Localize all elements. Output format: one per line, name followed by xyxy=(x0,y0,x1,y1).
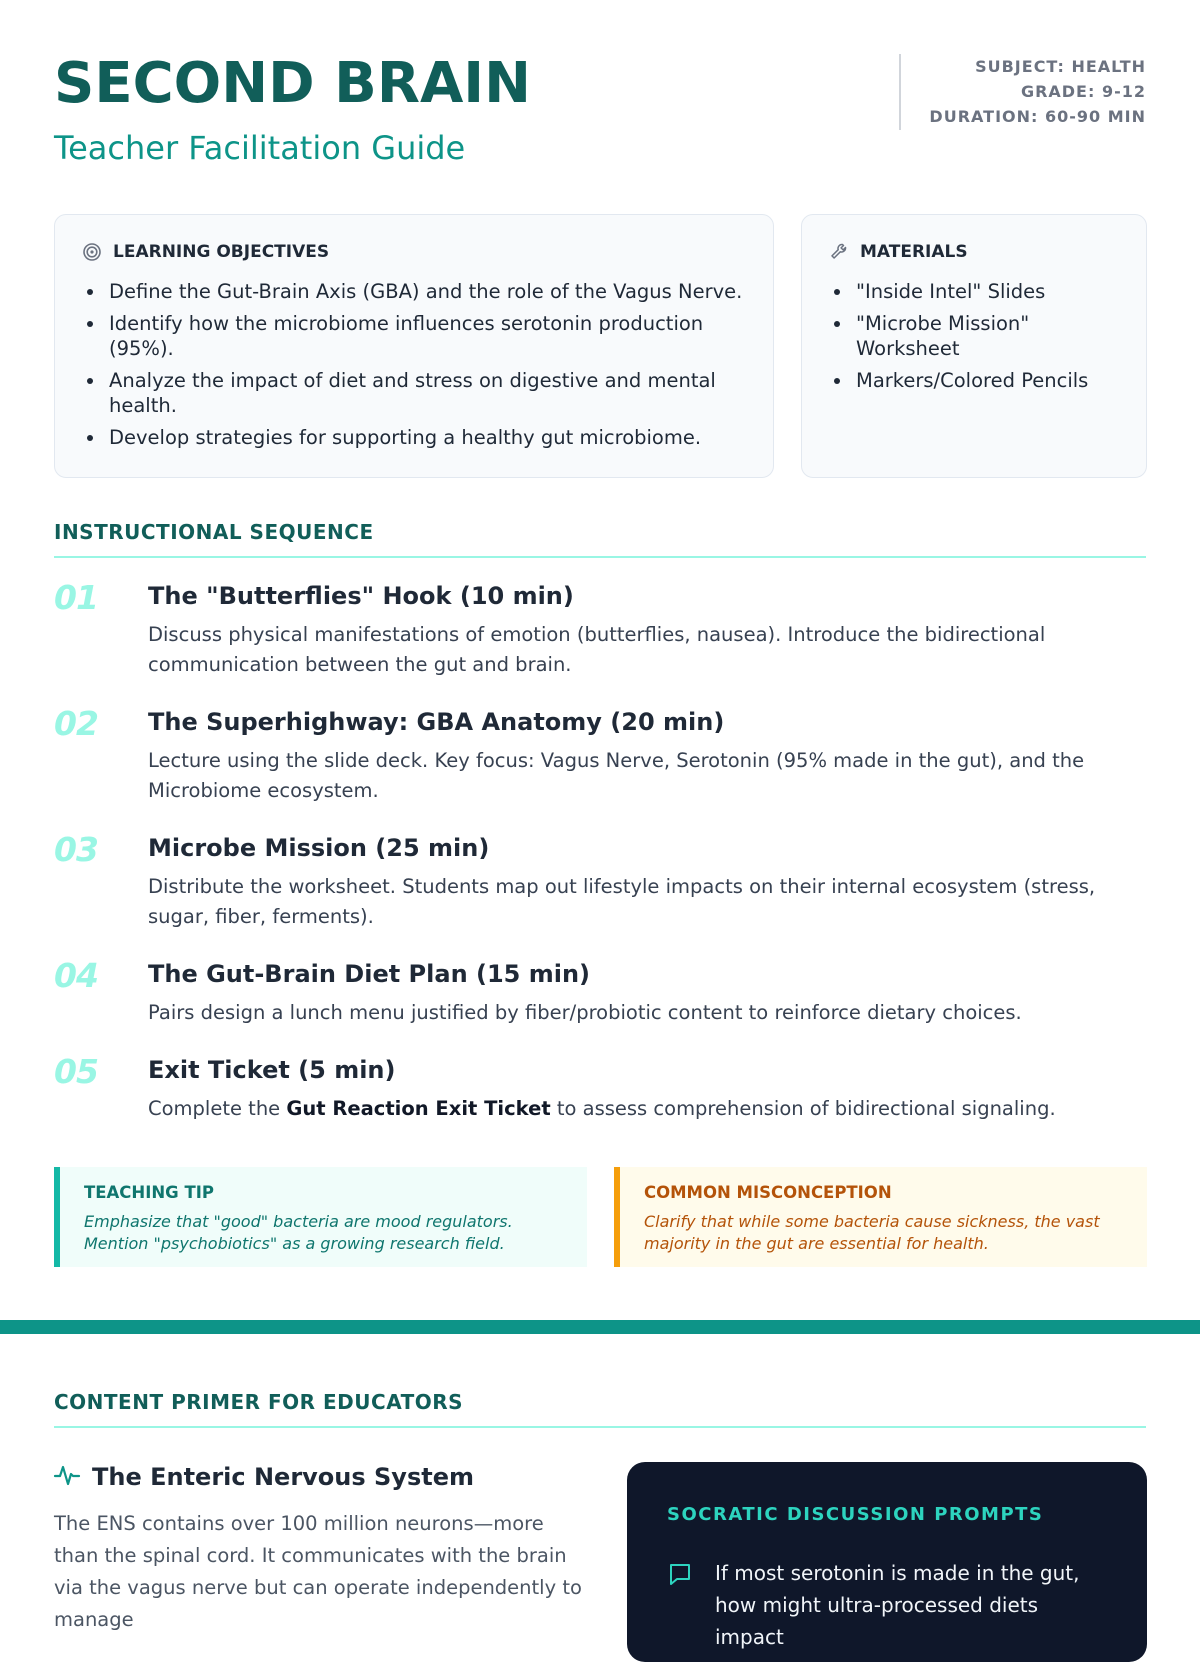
materials-header xyxy=(828,241,1120,263)
sequence-step xyxy=(54,958,1146,1028)
step-description-post: to assess comprehension of bidirectional signaling. xyxy=(550,1097,1056,1120)
learning-objectives-card xyxy=(54,214,774,478)
step-description: Lecture using the slide deck. Key focus: Vagus Nerve, Serotonin (95% made in the gut), and the Microbiome ecosystem. xyxy=(148,749,1085,802)
step-number: 02 xyxy=(54,704,98,743)
step-title: The Gut-Brain Diet Plan (15 min) xyxy=(148,960,591,988)
misconception-callout xyxy=(614,1167,1147,1267)
meta-subject: SUBJECT: HEALTH xyxy=(975,57,1146,76)
material-item: Markers/Colored Pencils xyxy=(828,368,1120,393)
lesson-meta xyxy=(899,54,1146,130)
step-description: Distribute the worksheet. Students map out lifestyle impacts on their internal ecosystem (stress, sugar, fiber, ferments). xyxy=(148,875,1096,928)
teaching-tip-label: TEACHING TIP xyxy=(84,1183,214,1202)
step-description xyxy=(148,1094,1146,1124)
material-item: "Inside Intel" Slides xyxy=(828,279,1120,304)
step-number: 04 xyxy=(54,956,98,995)
step-number: 03 xyxy=(54,830,98,869)
page-header xyxy=(54,52,1146,182)
step-number: 01 xyxy=(54,578,98,617)
ens-heading xyxy=(54,1462,474,1492)
content-primer-heading: CONTENT PRIMER FOR EDUCATORS xyxy=(54,1390,1146,1428)
ens-heading-text: The Enteric Nervous System xyxy=(92,1463,474,1491)
target-icon xyxy=(81,241,103,263)
step-title: The "Butterflies" Hook (10 min) xyxy=(148,582,574,610)
misconception-text: Clarify that while some bacteria cause sickness, the vast majority in the gut are essential for health. xyxy=(644,1212,1100,1253)
pulse-icon xyxy=(54,1462,80,1492)
misconception-label: COMMON MISCONCEPTION xyxy=(644,1183,892,1202)
socratic-prompts-label: SOCRATIC DISCUSSION PROMPTS xyxy=(667,1504,1044,1525)
materials-list xyxy=(828,279,1120,393)
page-subtitle: Teacher Facilitation Guide xyxy=(54,129,466,167)
sequence-step xyxy=(54,832,1146,932)
socratic-prompts-panel xyxy=(627,1462,1147,1662)
ens-body-text: The ENS contains over 100 million neurons—more than the spinal cord. It communicates with the brain via the vagus nerve but can operate independently to manage xyxy=(54,1512,582,1631)
material-item: "Microbe Mission" Worksheet xyxy=(828,311,1120,361)
sequence-step xyxy=(54,706,1146,806)
sequence-step xyxy=(54,1054,1146,1124)
wrench-icon xyxy=(828,241,850,263)
discussion-prompt-text: If most serotonin is made in the gut, how might ultra-processed diets impact xyxy=(715,1561,1080,1649)
meta-duration: DURATION: 60-90 MIN xyxy=(929,107,1146,126)
instructional-sequence-heading: INSTRUCTIONAL SEQUENCE xyxy=(54,520,1146,558)
step-number: 05 xyxy=(54,1052,98,1091)
step-description: Discuss physical manifestations of emotion (butterflies, nausea). Introduce the bidirectional communication between the gut and brain. xyxy=(148,623,1046,676)
objectives-list xyxy=(81,279,747,450)
learning-objectives-label: LEARNING OBJECTIVES xyxy=(113,242,330,262)
section-divider xyxy=(0,1320,1200,1334)
teaching-tip-text: Emphasize that "good" bacteria are mood regulators. Mention "psychobiotics" as a growing research field. xyxy=(84,1212,513,1253)
meta-grade: GRADE: 9-12 xyxy=(1020,82,1146,101)
materials-card xyxy=(801,214,1147,478)
step-description: Pairs design a lunch menu justified by fiber/probiotic content to reinforce dietary choices. xyxy=(148,1001,1022,1024)
step-title: The Superhighway: GBA Anatomy (20 min) xyxy=(148,708,725,736)
objective-item: Define the Gut-Brain Axis (GBA) and the role of the Vagus Nerve. xyxy=(81,279,747,304)
page-title: SECOND BRAIN xyxy=(54,51,531,116)
discussion-prompt xyxy=(667,1557,1107,1653)
objective-item: Develop strategies for supporting a healthy gut microbiome. xyxy=(81,425,747,450)
instructional-steps xyxy=(54,580,1146,1124)
step-description-pre: Complete the xyxy=(148,1097,287,1120)
step-title: Microbe Mission (25 min) xyxy=(148,834,490,862)
teaching-tip-callout xyxy=(54,1167,587,1267)
objective-item: Analyze the impact of diet and stress on digestive and mental health. xyxy=(81,368,747,418)
objective-item: Identify how the microbiome influences serotonin production (95%). xyxy=(81,311,747,361)
chat-bubble-icon xyxy=(667,1557,695,1653)
learning-objectives-header xyxy=(81,241,747,263)
sequence-step xyxy=(54,580,1146,680)
step-title: Exit Ticket (5 min) xyxy=(148,1056,396,1084)
exit-ticket-name: Gut Reaction Exit Ticket xyxy=(286,1097,551,1120)
materials-label: MATERIALS xyxy=(860,242,968,262)
